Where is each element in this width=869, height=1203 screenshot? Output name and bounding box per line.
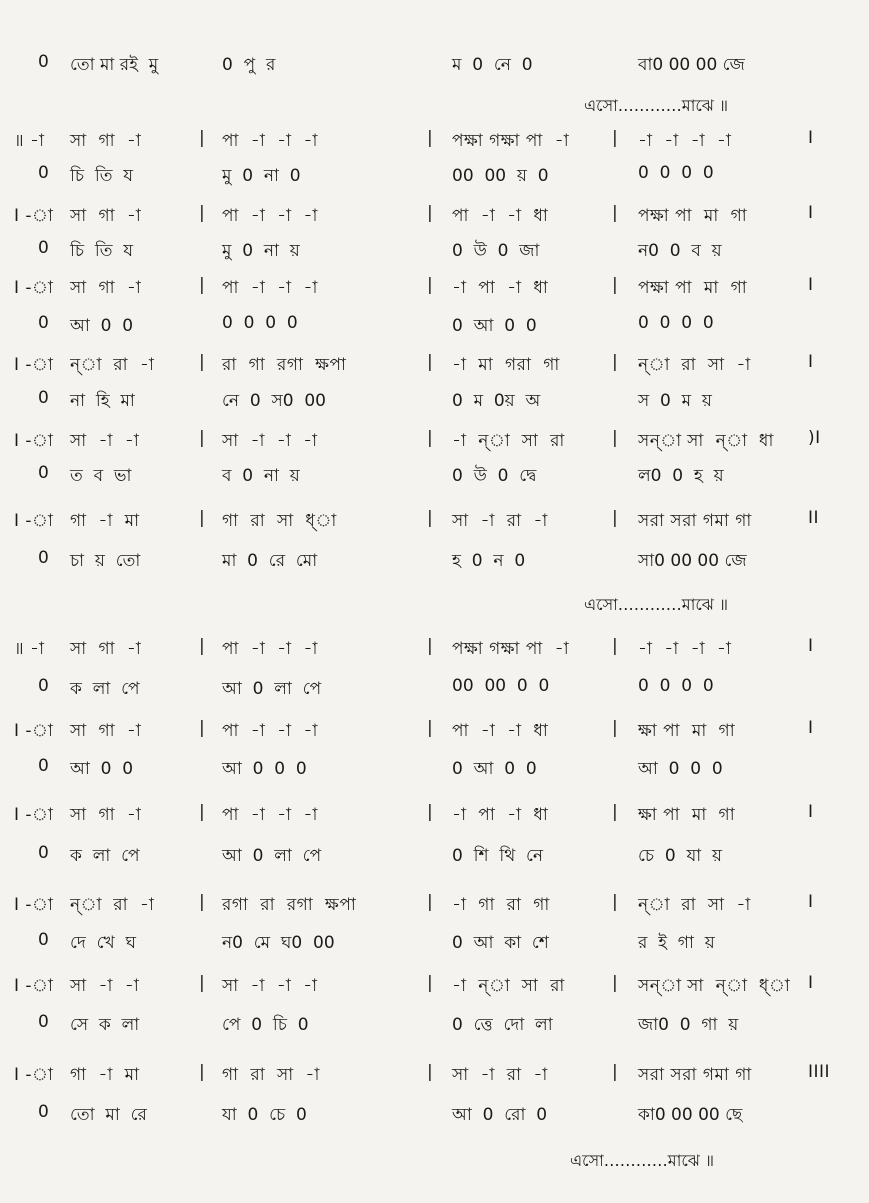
beat-group-3: পক্ষা গক্ষা পা -া — [452, 639, 570, 659]
beat-group-3: -া মা গরা গা — [452, 355, 560, 375]
beat-group-3: পা -া -া ধা — [452, 721, 549, 741]
lyric-group-1: সে ক লা — [70, 1015, 140, 1035]
bar-line: | — [612, 802, 619, 822]
row-start: 0 — [38, 548, 49, 568]
lyric-row — [0, 52, 869, 82]
bar-line: | — [427, 428, 434, 448]
beat-group-4: ন্‌া রা সা -া — [638, 355, 751, 375]
bar-line: | — [199, 1062, 206, 1082]
row-start: 0 — [38, 313, 49, 333]
swara-row — [0, 636, 869, 666]
lyric-group-3: ম 0 নে 0 — [452, 55, 533, 75]
row-start: I -া — [14, 511, 54, 531]
beat-group-4: সন্‌া সা ন্‌া ধ্‌া — [638, 976, 790, 996]
beat-group-2: সা -া -া -া — [222, 431, 318, 451]
lyric-group-4: 0 0 0 0 — [638, 676, 714, 696]
beat-group-3: -া ন্‌া সা রা — [452, 976, 565, 996]
lyric-group-2: আ 0 লা পে — [222, 846, 322, 866]
bar-line: | — [199, 508, 206, 528]
lyric-group-4: র ই গা য় — [638, 933, 715, 953]
beat-group-1: সা গা -া — [70, 278, 142, 298]
bar-line: | — [199, 203, 206, 223]
swara-row — [0, 428, 869, 458]
beat-group-3: পা -া -া ধা — [452, 206, 549, 226]
lyric-group-1: ক লা পে — [70, 846, 140, 866]
bar-line: | — [612, 428, 619, 448]
lyric-group-1: চি তি য — [70, 241, 134, 261]
lyric-group-2: যা 0 চে 0 — [222, 1105, 307, 1125]
lyric-group-1: আ 0 0 — [70, 759, 134, 779]
bar-line: | — [427, 128, 434, 148]
bar-line: | — [199, 802, 206, 822]
lyric-row — [0, 238, 869, 268]
lyric-row — [0, 1102, 869, 1132]
bar-line: | — [427, 892, 434, 912]
row-end: I — [808, 802, 814, 822]
lyric-group-3: 0 ত্তে দো লা — [452, 1015, 553, 1035]
beat-group-4: ক্ষা পা মা গা — [638, 805, 736, 825]
beat-group-4: পক্ষা পা মা গা — [638, 278, 748, 298]
beat-group-4: ক্ষা পা মা গা — [638, 721, 736, 741]
beat-group-1: সা গা -া — [70, 721, 142, 741]
lyric-group-2: মা 0 রে মো — [222, 551, 318, 571]
lyric-row — [0, 843, 869, 873]
lyric-group-1: ত ব ভা — [70, 466, 132, 486]
lyric-group-4: বা0 00 00 জে — [638, 55, 745, 75]
row-start: 0 — [38, 676, 49, 696]
beat-group-2: পা -া -া -া — [222, 278, 318, 298]
row-end: I — [808, 636, 814, 656]
lyric-group-2: আ 0 লা পে — [222, 679, 322, 699]
lyric-group-1: দে খে ঘ — [70, 933, 137, 953]
bar-line: | — [427, 203, 434, 223]
row-end: )I — [808, 428, 821, 448]
row-start: 0 — [38, 463, 49, 483]
row-end: I — [808, 718, 814, 738]
refrain-marker: এসো…………মাঝে ॥ — [584, 595, 729, 614]
beat-group-1: সা গা -া — [70, 206, 142, 226]
beat-group-1: ন্‌া রা -া — [70, 355, 155, 375]
beat-group-2: রা গা রগা ক্ষপা — [222, 355, 347, 375]
bar-line: | — [612, 352, 619, 372]
row-start: 0 — [38, 930, 49, 950]
bar-line: | — [612, 718, 619, 738]
row-start: 0 — [38, 238, 49, 258]
lyric-group-4: আ 0 0 0 — [638, 759, 723, 779]
lyric-row — [0, 388, 869, 418]
beat-group-2: পা -া -া -া — [222, 639, 318, 659]
bar-line: | — [612, 892, 619, 912]
row-start: I -া — [14, 431, 54, 451]
row-start: 0 — [38, 843, 49, 863]
row-start: 0 — [38, 52, 49, 72]
beat-group-2: গা রা সা ধ্‌া — [222, 511, 337, 531]
lyric-group-2: 0 0 0 0 — [222, 313, 298, 333]
lyric-group-3: 0 আ 0 0 — [452, 759, 537, 779]
lyric-group-2: 0 পু র — [222, 55, 276, 75]
beat-group-4: সরা সরা গমা গা — [638, 511, 752, 531]
lyric-row — [0, 163, 869, 193]
beat-group-3: সা -া রা -া — [452, 511, 548, 531]
row-start: 0 — [38, 163, 49, 183]
refrain-marker: এসো…………মাঝে ॥ — [570, 1151, 715, 1170]
beat-group-4: পক্ষা পা মা গা — [638, 206, 748, 226]
beat-group-1: সা গা -া — [70, 805, 142, 825]
bar-line: | — [612, 1062, 619, 1082]
lyric-group-2: ন0 মে ঘ0 00 — [222, 933, 335, 953]
lyric-group-1: চি তি য — [70, 166, 134, 186]
lyric-group-4: জা0 0 গা য় — [638, 1015, 739, 1035]
beat-group-1: ন্‌া রা -া — [70, 895, 155, 915]
swara-row — [0, 973, 869, 1003]
lyric-group-2: মু 0 না য় — [222, 241, 300, 261]
beat-group-3: -া ন্‌া সা রা — [452, 431, 565, 451]
lyric-group-3: 0 আ কা শে — [452, 933, 549, 953]
lyric-group-2: নে 0 স0 00 — [222, 391, 326, 411]
beat-group-2: পা -া -া -া — [222, 721, 318, 741]
beat-group-4: -া -া -া -া — [638, 131, 732, 151]
swara-row — [0, 1062, 869, 1092]
refrain-marker: এসো…………মাঝে ॥ — [584, 96, 729, 115]
row-start: I -া — [14, 278, 54, 298]
beat-group-4: ন্‌া রা সা -া — [638, 895, 751, 915]
beat-group-3: -া পা -া ধা — [452, 278, 549, 298]
bar-line: | — [612, 973, 619, 993]
row-start: I -া — [14, 895, 54, 915]
row-start: 0 — [38, 388, 49, 408]
bar-line: | — [612, 636, 619, 656]
row-end: IIII — [808, 1062, 831, 1082]
bar-line: | — [612, 275, 619, 295]
row-end: I — [808, 275, 814, 295]
bar-line: | — [427, 352, 434, 372]
lyric-group-4: ল0 0 হ য় — [638, 466, 724, 486]
row-end: II — [808, 508, 820, 528]
bar-line: | — [427, 636, 434, 656]
bar-line: | — [199, 428, 206, 448]
row-end: I — [808, 892, 814, 912]
lyric-group-1: না হি মা — [70, 391, 135, 411]
row-end: I — [808, 973, 814, 993]
bar-line: | — [427, 508, 434, 528]
row-start: ॥ -া — [14, 131, 45, 151]
lyric-group-4: সা0 00 00 জে — [638, 551, 747, 571]
beat-group-2: পা -া -া -া — [222, 805, 318, 825]
lyric-group-4: চে 0 যা য় — [638, 846, 723, 866]
bar-line: | — [427, 973, 434, 993]
lyric-group-2: ব 0 না য় — [222, 466, 300, 486]
swara-row — [0, 892, 869, 922]
swara-row — [0, 275, 869, 305]
row-start: I -া — [14, 805, 54, 825]
swara-row — [0, 203, 869, 233]
bar-line: | — [612, 508, 619, 528]
lyric-row — [0, 756, 869, 786]
swara-row — [0, 352, 869, 382]
lyric-group-3: 0 উ 0 দ্বে — [452, 466, 537, 486]
bar-line: | — [199, 128, 206, 148]
lyric-group-4: স 0 ম য় — [638, 391, 712, 411]
lyric-group-4: ন0 0 ব য় — [638, 241, 722, 261]
lyric-row — [0, 548, 869, 578]
row-start: 0 — [38, 1012, 49, 1032]
beat-group-4: সন্‌া সা ন্‌া ধা — [638, 431, 774, 451]
beat-group-1: সা গা -া — [70, 639, 142, 659]
lyric-group-3: আ 0 রো 0 — [452, 1105, 548, 1125]
beat-group-1: সা গা -া — [70, 131, 142, 151]
beat-group-2: রগা রা রগা ক্ষপা — [222, 895, 357, 915]
bar-line: | — [612, 128, 619, 148]
lyric-group-1: ক লা পে — [70, 679, 140, 699]
beat-group-1: গা -া মা — [70, 511, 140, 531]
row-end: I — [808, 128, 814, 148]
bar-line: | — [199, 718, 206, 738]
lyric-row — [0, 930, 869, 960]
lyric-group-3: 0 ম 0য় অ — [452, 391, 541, 411]
beat-group-4: -া -া -া -া — [638, 639, 732, 659]
lyric-row — [0, 463, 869, 493]
lyric-group-4: কা0 00 00 ছে — [638, 1105, 743, 1125]
bar-line: | — [199, 892, 206, 912]
lyric-group-2: মু 0 না 0 — [222, 166, 301, 186]
row-start: I -া — [14, 355, 54, 375]
row-start: I -া — [14, 1065, 54, 1085]
bar-line: | — [199, 636, 206, 656]
lyric-group-2: পে 0 চি 0 — [222, 1015, 309, 1035]
row-end: I — [808, 352, 814, 372]
beat-group-2: পা -া -া -া — [222, 131, 318, 151]
beat-group-3: সা -া রা -া — [452, 1065, 548, 1085]
swara-row — [0, 508, 869, 538]
beat-group-1: সা -া -া — [70, 431, 140, 451]
row-start: I -া — [14, 206, 54, 226]
beat-group-2: গা রা সা -া — [222, 1065, 320, 1085]
lyric-row — [0, 1012, 869, 1042]
beat-group-2: পা -া -া -া — [222, 206, 318, 226]
lyric-group-3: হ 0 ন 0 — [452, 551, 526, 571]
lyric-group-3: 0 আ 0 0 — [452, 316, 537, 336]
beat-group-4: সরা সরা গমা গা — [638, 1065, 752, 1085]
beat-group-3: -া গা রা গা — [452, 895, 550, 915]
row-start: I -া — [14, 721, 54, 741]
lyric-group-3: 0 শি থি নে — [452, 846, 544, 866]
lyric-row — [0, 676, 869, 706]
swara-row — [0, 128, 869, 158]
row-end: I — [808, 203, 814, 223]
lyric-group-4: 0 0 0 0 — [638, 313, 714, 333]
bar-line: | — [612, 203, 619, 223]
swara-row — [0, 802, 869, 832]
lyric-group-4: 0 0 0 0 — [638, 163, 714, 183]
row-start: I -া — [14, 976, 54, 996]
lyric-group-1: তো মা রই মু — [70, 55, 159, 75]
row-start: 0 — [38, 1102, 49, 1122]
lyric-group-1: চা য় তো — [70, 551, 141, 571]
lyric-group-3: 00 00 0 0 — [452, 676, 550, 696]
lyric-group-2: আ 0 0 0 — [222, 759, 307, 779]
row-start: 0 — [38, 756, 49, 776]
bar-line: | — [427, 275, 434, 295]
lyric-group-1: তো মা রে — [70, 1105, 147, 1125]
bar-line: | — [427, 1062, 434, 1082]
lyric-group-3: 00 00 য় 0 — [452, 166, 549, 186]
bar-line: | — [199, 973, 206, 993]
beat-group-1: সা -া -া — [70, 976, 140, 996]
bar-line: | — [427, 802, 434, 822]
lyric-group-1: আ 0 0 — [70, 316, 134, 336]
row-start: ॥ -া — [14, 639, 45, 659]
bar-line: | — [199, 352, 206, 372]
bar-line: | — [199, 275, 206, 295]
bar-line: | — [427, 718, 434, 738]
lyric-row — [0, 313, 869, 343]
beat-group-2: সা -া -া -া — [222, 976, 318, 996]
beat-group-3: -া পা -া ধা — [452, 805, 549, 825]
beat-group-1: গা -া মা — [70, 1065, 140, 1085]
lyric-group-3: 0 উ 0 জা — [452, 241, 540, 261]
swara-row — [0, 718, 869, 748]
beat-group-3: পক্ষা গক্ষা পা -া — [452, 131, 570, 151]
